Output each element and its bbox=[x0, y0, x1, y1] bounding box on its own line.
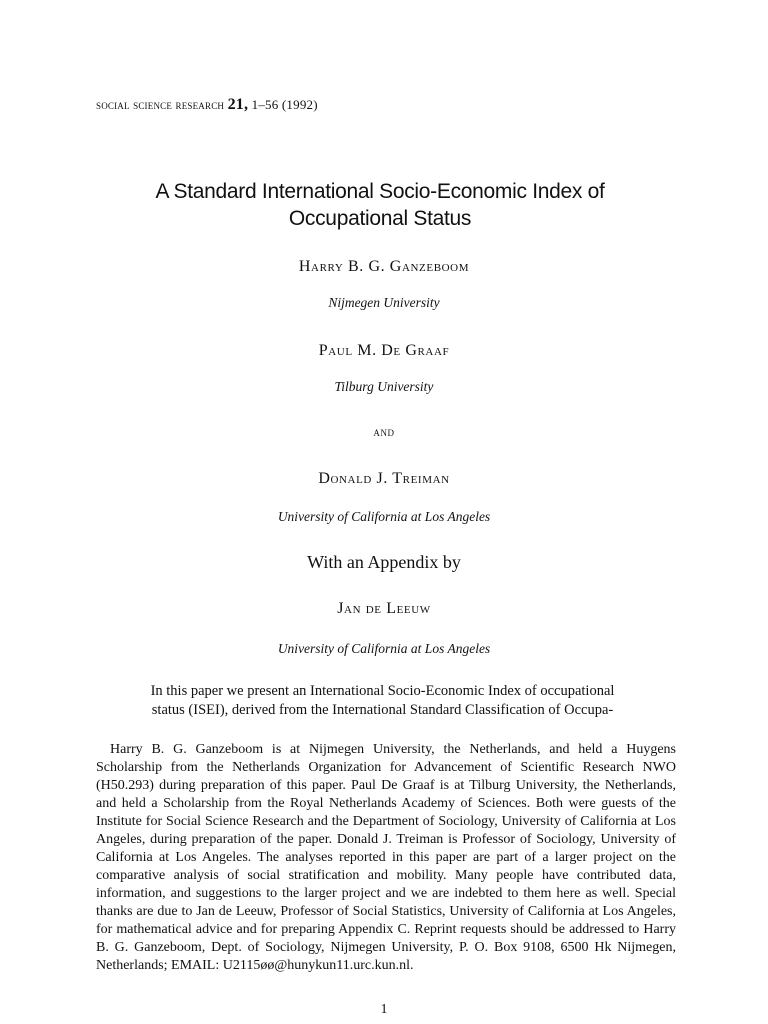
author-name-1: Harry B. G. Ganzeboom bbox=[298, 258, 470, 275]
author-name-2: Paul M. De Graaf bbox=[318, 342, 450, 359]
author-affiliation-1: Nijmegen University bbox=[328, 295, 440, 310]
author-affiliation-2: Tilburg University bbox=[334, 379, 434, 394]
author-conjunction: and bbox=[373, 424, 395, 439]
author-affiliation-3: University of California at Los Angeles bbox=[277, 509, 491, 524]
appendix-author-affiliation: University of California at Los Angeles bbox=[277, 641, 491, 656]
paper-title-line-1: A Standard International Socio-Economic Index of bbox=[155, 180, 605, 203]
appendix-author-name: Jan de Leeuw bbox=[337, 600, 431, 617]
page-number: 1 bbox=[380, 1002, 388, 1017]
author-name-3: Donald J. Treiman bbox=[318, 470, 450, 487]
abstract-line-2: status (ISEI), derived from the International Standard Classification of Occupa- bbox=[151, 702, 614, 718]
abstract bbox=[130, 682, 635, 720]
paper-title-line-2: Occupational Status bbox=[288, 207, 472, 230]
abstract-line-1: In this paper we present an International Socio-Economic Index of occupational bbox=[150, 683, 615, 699]
author-footnote-text: Harry B. G. Ganzeboom is at Nijmegen University, the Netherlands, and held a Huygens Scholarship from the Netherlands Organization for Advancement of Scientific Research NWO (H50.293) during preparation of this paper. Paul De Graaf is at Tilburg University, the Netherlands, and held a Scholarship from the Royal Netherlands Academy of Sciences. Both were guests of the Institute for Social Science Research and the Department of Sociology, University of California at Los Angeles, during preparation of the paper. Donald J. Treiman is Professor of Sociology, University of California at Los Angeles. The analyses reported in this paper are part of a larger project on the comparative analysis of social stratification and mobility. Many people have contributed data, information, and suggestions to the larger project and we are indebted to them here as well. Special thanks are due to Jan de Leeuw, Professor of Social Statistics, University of California at Los Angeles, for mathematical advice and for preparing Appendix C. Reprint requests should be addressed to Harry B. G. Ganzeboom, Dept. of Sociology, Nijmegen University, P. O. Box 9108, 6500 Hk Nijmegen, Netherlands; EMAIL: U2115øø@hunykun11.urc.kun.nl. bbox=[96, 742, 676, 973]
author-footnote bbox=[96, 741, 676, 975]
journal-citation bbox=[96, 96, 318, 114]
journal-name: social science research bbox=[96, 97, 225, 112]
journal-volume: 21, bbox=[227, 96, 249, 113]
journal-pages-year: 1–56 (1992) bbox=[251, 97, 318, 112]
paper-title bbox=[100, 178, 660, 232]
appendix-heading: With an Appendix by bbox=[307, 552, 461, 572]
